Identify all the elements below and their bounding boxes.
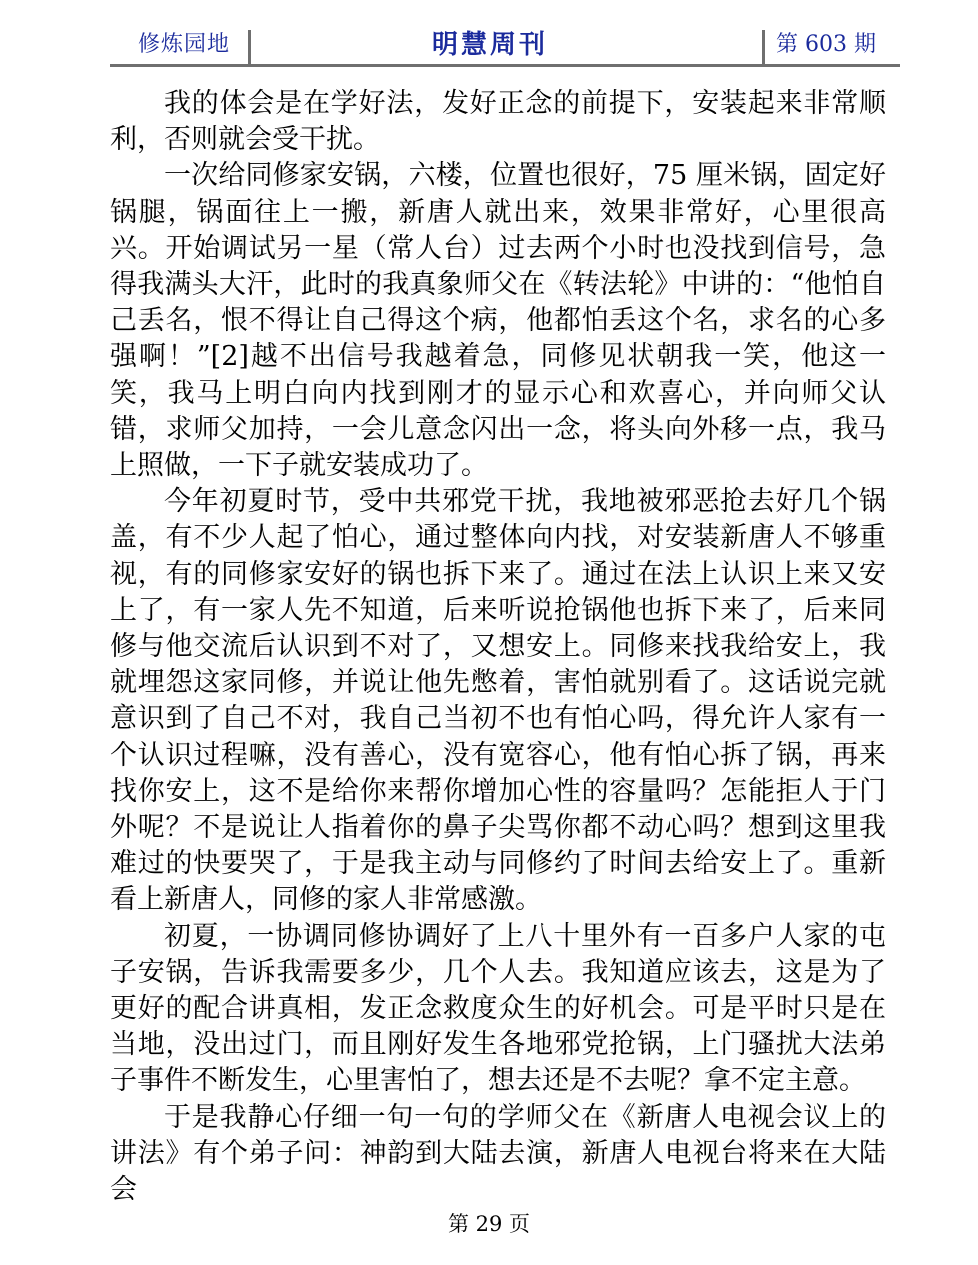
- section-title: 修炼园地: [138, 32, 231, 57]
- issue-number: 第 603 期: [776, 32, 876, 57]
- paragraph: 一次给同修家安锅，六楼，位置也很好，75 厘米锅，固定好锅腿，锅面往上一搬，新唐人就出来，效果非常好，心里很高兴。开始调试另一星（常人台）过去两个小时也没找到信号，急得我满头大汗，此时的我真象师父在《转法轮》中讲的：“他怕自己丢名，恨不得让自己得这个病，他都怕丢这个名，求名的心多强啊！”[2]越不出信号我越着急，同修见状朝我一笑，他这一笑，我马上明白向内找到刚才的显示心和欢喜心，并向师父认错，求师父加持，一会儿意念闪出一念，将头向外移一点，我马上照做，一下子就安装成功了。: [110, 160, 886, 482]
- paragraph: 初夏，一协调同修协调好了上八十里外有一百多户人家的屯子安锅，告诉我需要多少，几个人去。我知道应该去，这是为了更好的配合讲真相，发正念救度众生的好机会。可是平时只是在当地，没出过门，而且刚好发生各地邪党抢锅，上门骚扰大法弟子事件不断发生，心里害怕了，想去还是不去呢？拿不定主意。: [110, 920, 886, 1097]
- header-rule: [110, 64, 900, 67]
- page-number: 第 29 页: [447, 1212, 531, 1236]
- paragraph: 今年初夏时节，受中共邪党干扰，我地被邪恶抢去好几个锅盖，有不少人起了怕心，通过整体向内找，对安装新唐人不够重视，有的同修家安好的锅也拆下来了。通过在法上认识上来又安上了，有一家人先不知道，后来听说抢锅他也拆下来了，后来同修与他交流后认识到不对了，又想安上。同修来找我给安上，我就埋怨这家同修，并说让他先憋着，害怕就别看了。这话说完就意识到了自己不对，我自己当初不也有怕心吗，得允许人家有一个认识过程嘛，没有善心，没有宽容心，他有怕心拆了锅，再来找你安上，这不是给你来帮你增加心性的容量吗？怎能拒人于门外呢？不是说让人指着你的鼻子尖骂你都不动心吗？想到这里我难过的快要哭了，于是我主动与同修约了时间去给安上了。重新看上新唐人，同修的家人非常感激。: [110, 486, 886, 916]
- header-separator-left: [248, 30, 251, 64]
- page-header: [110, 26, 900, 66]
- paragraph: 于是我静心仔细一句一句的学师父在《新唐人电视会议上的讲法》有个弟子问：神韵到大陆去演，新唐人电视台将来在大陆会: [110, 1101, 886, 1206]
- header-separator-right: [762, 30, 765, 64]
- article-body: [110, 86, 886, 1208]
- paragraph: 我的体会是在学好法，发好正念的前提下，安装起来非常顺利，否则就会受干扰。: [110, 88, 886, 156]
- publication-title: 明慧周刊: [432, 30, 549, 60]
